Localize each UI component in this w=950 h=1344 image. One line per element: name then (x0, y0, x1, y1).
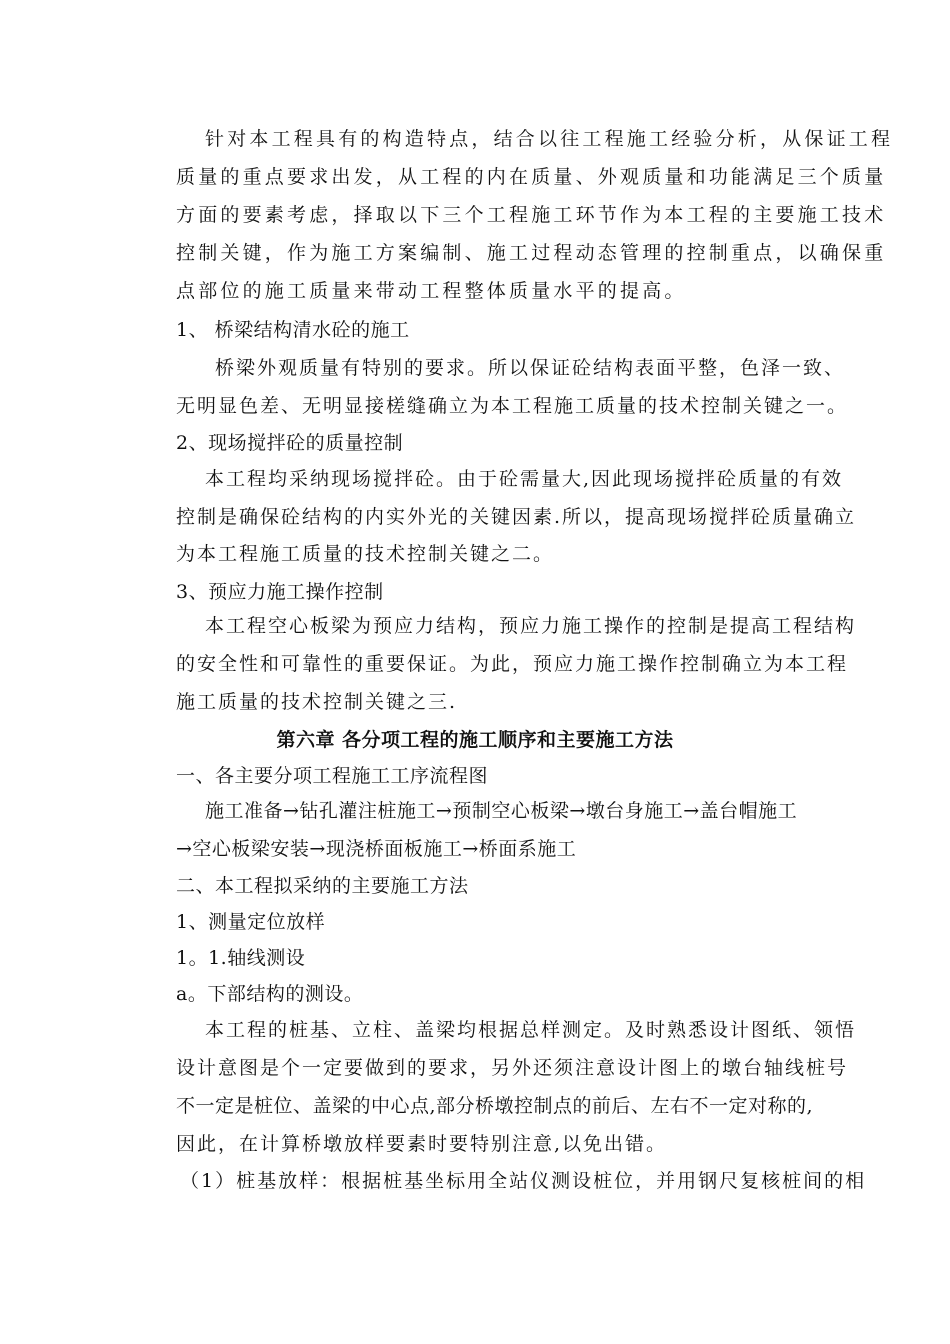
paragraph-line: 无明显色差、无明显接槎缝确立为本工程施工质量的技术控制关键之一。 (176, 395, 849, 417)
paragraph-line: 控制关键，作为施工方案编制、施工过程动态管理的控制重点，以确保重 (176, 242, 887, 264)
paragraph-line: 不一定是桩位、盖梁的中心点,部分桥墩控制点的前后、左右不一定对称的, (176, 1095, 814, 1117)
paragraph-line: 本工程均采纳现场搅拌砼。由于砼需量大,因此现场搅拌砼质量的有效 (205, 468, 844, 490)
section-heading: 1、 桥梁结构清水砼的施工 (176, 319, 410, 341)
paragraph-line: 质量的重点要求出发，从工程的内在质量、外观质量和功能满足三个质量 (176, 166, 887, 188)
paragraph-line: 桥梁外观质量有特别的要求。所以保证砼结构表面平整，色泽一致、 (215, 357, 846, 379)
section-heading: 二、本工程拟采纳的主要施工方法 (176, 875, 469, 897)
section-heading: 2、现场搅拌砼的质量控制 (176, 432, 404, 454)
paragraph-line: 本工程的桩基、立柱、盖梁均根据总样测定。及时熟悉设计图纸、领悟 (205, 1019, 857, 1041)
process-flow-line: 施工准备→钻孔灌注桩施工→预制空心板梁→墩台身施工→盖台帽施工 (205, 800, 798, 822)
section-heading: 3、预应力施工操作控制 (176, 581, 384, 603)
paragraph-line: 方面的要素考虑，择取以下三个工程施工环节作为本工程的主要施工技术 (176, 204, 887, 226)
chapter-title: 第六章 各分项工程的施工顺序和主要施工方法 (276, 729, 674, 751)
paragraph-line: 施工质量的技术控制关键之三. (176, 691, 458, 713)
paragraph-line: 设计意图是个一定要做到的要求，另外还须注意设计图上的墩台轴线桩号 (176, 1057, 849, 1079)
subsection-heading: 1。1.轴线测设 (176, 947, 306, 969)
paragraph-line: 点部位的施工质量来带动工程整体质量水平的提高。 (176, 280, 687, 302)
paragraph-line: 因此，在计算桥墩放样要素时要特别注意,以免出错。 (176, 1133, 668, 1155)
section-heading: 一、各主要分项工程施工工序流程图 (176, 765, 489, 787)
process-flow-line: →空心板梁安装→现浇桥面板施工→桥面系施工 (176, 838, 577, 860)
paragraph-line: 本工程空心板梁为预应力结构，预应力施工操作的控制是提高工程结构 (205, 615, 857, 637)
paragraph-line: 的安全性和可靠性的重要保证。为此，预应力施工操作控制确立为本工程 (176, 653, 849, 675)
paragraph-line: 针对本工程具有的构造特点，结合以往工程施工经验分析，从保证工程 (205, 128, 894, 150)
paragraph-line: 控制是确保砼结构的内实外光的关键因素.所以，提高现场搅拌砼质量确立 (176, 506, 857, 528)
paragraph-line: （1）桩基放样：根据桩基坐标用全站仪测设桩位，并用钢尺复核桩间的相 (180, 1170, 867, 1192)
section-heading: 1、测量定位放样 (176, 911, 326, 933)
paragraph-line: 为本工程施工质量的技术控制关键之二。 (176, 543, 555, 565)
subsection-heading: a。下部结构的测设。 (176, 983, 364, 1005)
